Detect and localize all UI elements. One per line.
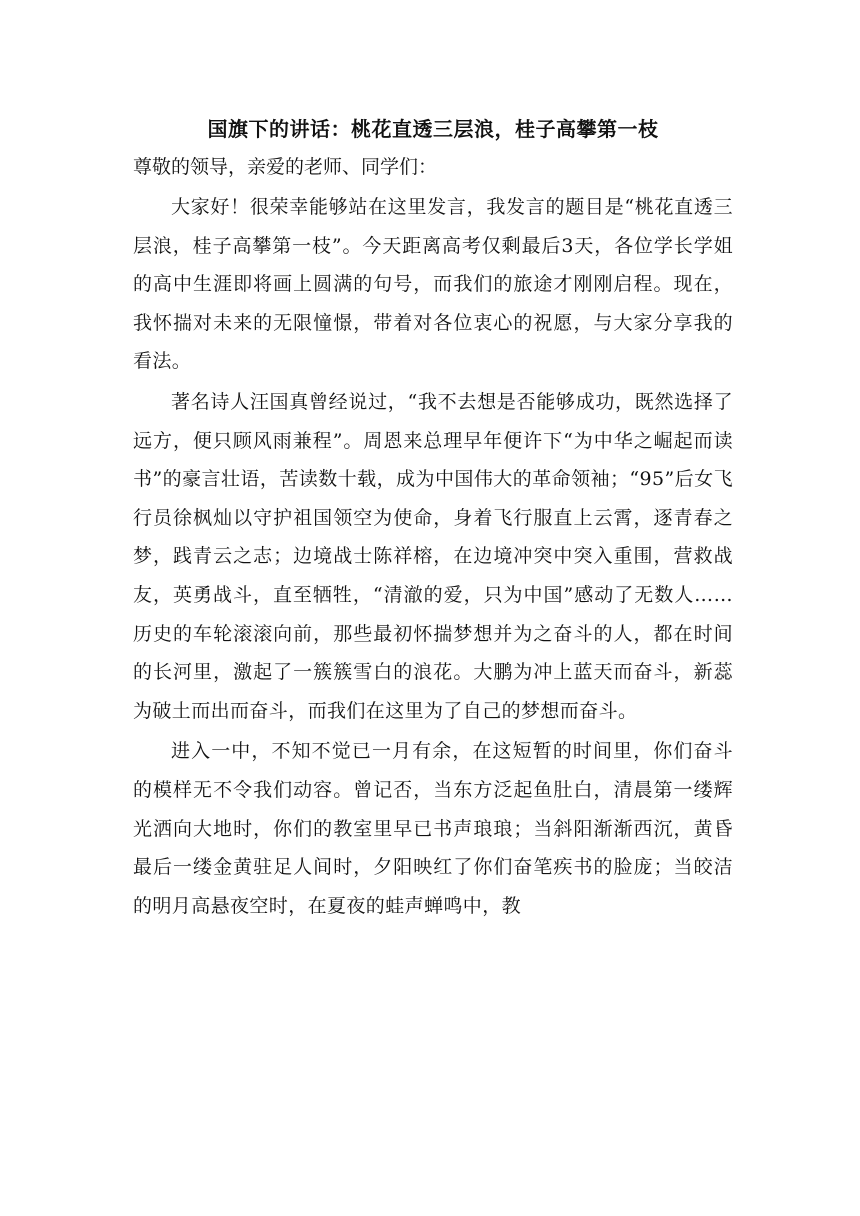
paragraph-2: 著名诗人汪国真曾经说过，“我不去想是否能够成功，既然选择了远方，便只顾风雨兼程”。周恩来总理早年便许下“为中华之崛起而读书”的豪言壮语，苦读数十载，成为中国伟大的革命领袖；“95”后女飞行员徐枫灿以守护祖国领空为使命，身着飞行服直上云霄，逐青春之梦，践青云之志；边境战士陈祥榕，在边境冲突中突入重围，营救战友，英勇战斗，直至牺牲，“清澈的爱，只为中国”感动了无数人……历史的车轮滚滚向前，那些最初怀揣梦想并为之奋斗的人，都在时间的长河里，激起了一簇簇雪白的浪花。大鹏为冲上蓝天而奋斗，新蕊为破土而出而奋斗，而我们在这里为了自己的梦想而奋斗。 xyxy=(133,390,733,722)
salutation: 尊敬的领导，亲爱的老师、同学们： xyxy=(133,156,438,178)
paragraph-1: 大家好！很荣幸能够站在这里发言，我发言的题目是“桃花直透三层浪，桂子高攀第一枝”。今天距离高考仅剩最后3天，各位学长学姐的高中生涯即将画上圆满的句号，而我们的旅途才刚刚启程。现在，我怀揣对未来的无限憧憬，带着对各位衷心的祝愿，与大家分享我的看法。 xyxy=(133,196,733,373)
document-title: 国旗下的讲话：桃花直透三层浪，桂子高攀第一枝 xyxy=(207,117,659,141)
paragraph-3: 进入一中，不知不觉已一月有余，在这短暂的时间里，你们奋斗的模样无不令我们动容。曾记否，当东方泛起鱼肚白，清晨第一缕辉光洒向大地时，你们的教室里早已书声琅琅；当斜阳渐渐西沉，黄昏最后一缕金黄驻足人间时，夕阳映红了你们奋笔疾书的脸庞；当皎洁的明月高悬夜空时，在夏夜的蛙声蝉鸣中，教 xyxy=(133,740,733,917)
document-page xyxy=(133,110,733,925)
